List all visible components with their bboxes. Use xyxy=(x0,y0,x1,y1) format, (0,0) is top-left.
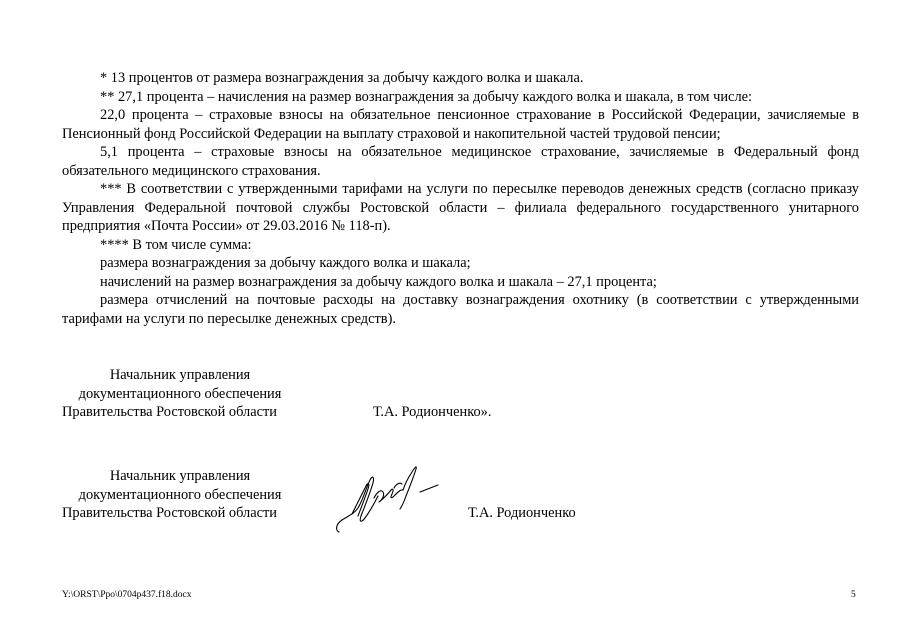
footnote-4: **** В том числе сумма: xyxy=(100,236,252,253)
page-number: 5 xyxy=(851,590,856,600)
footnote-4-item-2: начислений на размер вознаграждения за добычу каждого волка и шакала – 27,1 процента; xyxy=(100,273,657,290)
footnote-2-pension: 22,0 процента – страховые взносы на обязательное пенсионное страхование в Российской Федерации, зачисляемые в Пенсионный фонд Российской Федерации на выплату страховой и накопительной частей трудовой пенсии; xyxy=(62,107,859,142)
footnote-2: ** 27,1 процента – начисления на размер вознаграждения за добычу каждого волка и шакала, в том числе: xyxy=(100,88,753,105)
footnotes xyxy=(62,69,859,328)
footnote-3: *** В соответствии с утвержденными тарифами на услуги по пересылке переводов денежных средств (согласно приказу Управления Федеральной почтовой службы Ростовской области – филиала федерального государственного унитарного предприятия «Почта России» от 29.03.2016 № 118-п). xyxy=(62,181,859,234)
signatory-name-2: Т.А. Родионченко xyxy=(468,505,576,521)
handwritten-signature xyxy=(330,456,450,538)
position-line-2: документационного обеспечения xyxy=(78,486,282,503)
signatory-name-1: Т.А. Родионченко». xyxy=(373,404,492,420)
footnote-2-medical: 5,1 процента – страховые взносы на обязательное медицинское страхование, зачисляемые в Федеральный фонд обязательного медицинского страхования. xyxy=(62,144,859,179)
position-line-1: Начальник управления xyxy=(109,468,251,484)
footnote-4-item-3: размера отчислений на почтовые расходы на доставку вознаграждения охотнику (в соответствии с утвержденными тарифами на услуги по пересылке денежных средств). xyxy=(62,292,859,327)
document-file-path: Y:\ORST\Ppo\0704p437.f18.docx xyxy=(62,590,192,600)
signature-block-1-position xyxy=(62,366,298,422)
position-line-1: Начальник управления xyxy=(109,367,251,383)
position-line-3: Правительства Ростовской области xyxy=(62,404,277,420)
footnote-1: * 13 процентов от размера вознаграждения за добычу каждого волка и шакала. xyxy=(100,70,584,86)
position-line-2: документационного обеспечения xyxy=(78,385,282,402)
signature-block-2-position xyxy=(62,467,298,523)
position-line-3: Правительства Ростовской области xyxy=(62,505,277,521)
footnote-4-item-1: размера вознаграждения за добычу каждого волка и шакала; xyxy=(100,255,471,271)
